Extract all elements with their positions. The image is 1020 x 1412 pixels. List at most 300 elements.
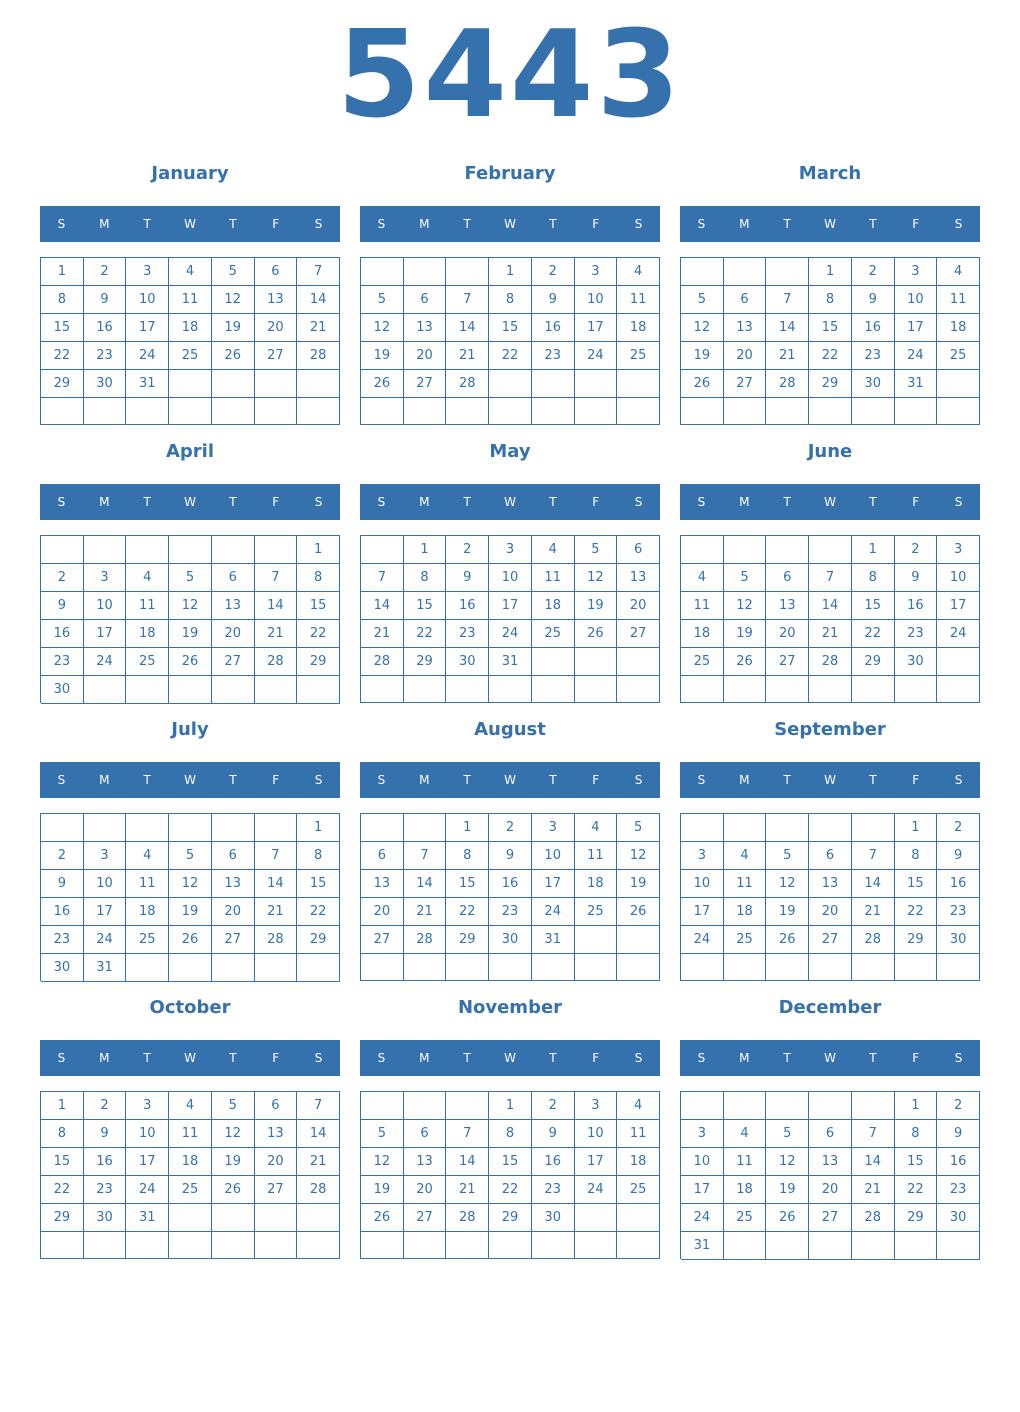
day-cell: 11 — [532, 564, 575, 592]
empty-day-cell — [766, 1092, 809, 1120]
day-grid — [360, 813, 660, 981]
empty-day-cell — [255, 814, 298, 842]
empty-day-cell — [724, 1092, 767, 1120]
empty-day-cell — [937, 398, 980, 425]
day-cell: 25 — [126, 926, 169, 954]
day-cell: 20 — [255, 1148, 298, 1176]
day-cell: 27 — [724, 370, 767, 398]
weekday-label: F — [592, 217, 600, 231]
empty-day-cell — [41, 814, 84, 842]
empty-day-cell — [212, 1232, 255, 1259]
weekday-label: F — [912, 495, 920, 509]
empty-day-cell — [532, 370, 575, 398]
day-cell: 15 — [297, 592, 340, 620]
day-cell: 1 — [297, 536, 340, 564]
day-cell: 13 — [212, 870, 255, 898]
day-cell: 23 — [41, 648, 84, 676]
weekday-header — [40, 1040, 340, 1076]
weekday-label: S — [377, 773, 386, 787]
month-name: September — [774, 719, 886, 740]
day-cell: 14 — [297, 1120, 340, 1148]
day-cell: 19 — [169, 898, 212, 926]
day-cell: 22 — [297, 620, 340, 648]
day-cell: 6 — [766, 564, 809, 592]
month-name: November — [457, 997, 563, 1018]
day-cell: 5 — [766, 1120, 809, 1148]
day-cell: 31 — [126, 370, 169, 398]
day-cell: 4 — [724, 1120, 767, 1148]
empty-day-cell — [255, 1204, 298, 1232]
day-cell: 26 — [766, 1204, 809, 1232]
empty-day-cell — [255, 1232, 298, 1259]
day-cell: 19 — [617, 870, 660, 898]
empty-day-cell — [169, 536, 212, 564]
day-cell: 17 — [126, 1148, 169, 1176]
day-cell: 4 — [126, 842, 169, 870]
day-cell: 5 — [766, 842, 809, 870]
day-cell: 26 — [766, 926, 809, 954]
weekday-label: S — [697, 495, 706, 509]
weekday-label: M — [739, 495, 750, 509]
day-cell: 12 — [169, 870, 212, 898]
weekday-header — [360, 762, 660, 798]
empty-day-cell — [617, 370, 660, 398]
empty-day-cell — [766, 814, 809, 842]
month-name: April — [165, 441, 215, 462]
day-cell: 21 — [255, 898, 298, 926]
day-cell: 16 — [937, 1148, 980, 1176]
empty-day-cell — [766, 398, 809, 425]
weekday-label: W — [824, 1051, 836, 1065]
empty-day-cell — [84, 814, 127, 842]
empty-day-cell — [724, 954, 767, 981]
month-name: October — [149, 997, 231, 1018]
day-cell: 18 — [724, 1176, 767, 1204]
weekday-label: F — [272, 217, 280, 231]
empty-day-cell — [84, 676, 127, 704]
empty-day-cell — [404, 676, 447, 703]
day-cell: 7 — [852, 1120, 895, 1148]
day-cell: 26 — [681, 370, 724, 398]
weekday-label: T — [143, 1051, 151, 1065]
weekday-label: M — [99, 773, 110, 787]
day-cell: 3 — [126, 258, 169, 286]
day-cell: 19 — [169, 620, 212, 648]
weekday-header — [40, 762, 340, 798]
day-cell: 19 — [212, 314, 255, 342]
weekday-label: S — [377, 217, 386, 231]
empty-day-cell — [766, 954, 809, 981]
day-grid — [360, 1091, 660, 1259]
day-cell: 27 — [617, 620, 660, 648]
day-cell: 19 — [766, 898, 809, 926]
day-cell: 9 — [532, 1120, 575, 1148]
empty-day-cell — [681, 1092, 724, 1120]
empty-day-cell — [766, 258, 809, 286]
weekday-label: T — [463, 495, 471, 509]
day-cell: 10 — [84, 592, 127, 620]
empty-day-cell — [895, 398, 938, 425]
day-cell: 1 — [297, 814, 340, 842]
day-cell: 21 — [297, 1148, 340, 1176]
day-cell: 8 — [489, 286, 532, 314]
day-cell: 13 — [212, 592, 255, 620]
empty-day-cell — [361, 536, 404, 564]
day-cell: 9 — [937, 842, 980, 870]
day-cell: 13 — [766, 592, 809, 620]
day-cell: 24 — [681, 1204, 724, 1232]
day-cell: 28 — [255, 648, 298, 676]
empty-day-cell — [681, 536, 724, 564]
empty-day-cell — [41, 1232, 84, 1259]
day-cell: 1 — [41, 1092, 84, 1120]
day-cell: 15 — [852, 592, 895, 620]
empty-day-cell — [681, 954, 724, 981]
day-cell: 19 — [212, 1148, 255, 1176]
day-cell: 14 — [766, 314, 809, 342]
empty-day-cell — [681, 676, 724, 703]
day-cell: 14 — [809, 592, 852, 620]
day-cell: 14 — [255, 592, 298, 620]
day-cell: 1 — [895, 814, 938, 842]
day-cell: 22 — [809, 342, 852, 370]
day-cell: 11 — [126, 870, 169, 898]
day-cell: 2 — [937, 814, 980, 842]
day-cell: 17 — [532, 870, 575, 898]
empty-day-cell — [532, 1232, 575, 1259]
day-cell: 4 — [169, 1092, 212, 1120]
day-cell: 27 — [404, 370, 447, 398]
day-cell: 19 — [361, 1176, 404, 1204]
day-cell: 23 — [532, 342, 575, 370]
empty-day-cell — [937, 648, 980, 676]
day-cell: 23 — [532, 1176, 575, 1204]
day-cell: 7 — [852, 842, 895, 870]
day-cell: 17 — [681, 898, 724, 926]
weekday-label: S — [314, 773, 323, 787]
day-cell: 15 — [895, 1148, 938, 1176]
weekday-label: T — [229, 495, 237, 509]
weekday-header — [680, 206, 980, 242]
day-cell: 2 — [895, 536, 938, 564]
weekday-label: S — [954, 495, 963, 509]
day-cell: 7 — [297, 258, 340, 286]
empty-day-cell — [169, 398, 212, 425]
day-cell: 27 — [212, 926, 255, 954]
weekday-label: M — [419, 495, 430, 509]
day-cell: 26 — [617, 898, 660, 926]
day-cell: 31 — [84, 954, 127, 982]
month-name: May — [489, 441, 531, 462]
empty-day-cell — [212, 398, 255, 425]
day-cell: 15 — [41, 1148, 84, 1176]
empty-day-cell — [212, 814, 255, 842]
day-cell: 7 — [361, 564, 404, 592]
day-cell: 23 — [41, 926, 84, 954]
day-cell: 13 — [724, 314, 767, 342]
day-cell: 8 — [404, 564, 447, 592]
empty-day-cell — [446, 258, 489, 286]
empty-day-cell — [404, 1232, 447, 1259]
empty-day-cell — [41, 398, 84, 425]
day-cell: 18 — [169, 1148, 212, 1176]
day-cell: 14 — [404, 870, 447, 898]
day-cell: 17 — [84, 898, 127, 926]
day-cell: 3 — [84, 842, 127, 870]
day-cell: 29 — [404, 648, 447, 676]
day-cell: 1 — [895, 1092, 938, 1120]
day-cell: 2 — [446, 536, 489, 564]
day-cell: 9 — [937, 1120, 980, 1148]
day-cell: 21 — [852, 1176, 895, 1204]
weekday-label: S — [314, 217, 323, 231]
empty-day-cell — [766, 1232, 809, 1260]
day-cell: 9 — [489, 842, 532, 870]
weekday-header — [680, 1040, 980, 1076]
day-cell: 8 — [489, 1120, 532, 1148]
day-cell: 5 — [361, 1120, 404, 1148]
day-cell: 11 — [617, 1120, 660, 1148]
weekday-label: T — [143, 773, 151, 787]
day-cell: 28 — [297, 1176, 340, 1204]
empty-day-cell — [361, 1092, 404, 1120]
day-cell: 31 — [532, 926, 575, 954]
weekday-label: F — [272, 495, 280, 509]
day-cell: 5 — [724, 564, 767, 592]
day-cell: 17 — [895, 314, 938, 342]
day-cell: 19 — [361, 342, 404, 370]
weekday-label: F — [592, 773, 600, 787]
day-cell: 2 — [532, 1092, 575, 1120]
day-cell: 15 — [489, 1148, 532, 1176]
empty-day-cell — [212, 536, 255, 564]
day-cell: 17 — [126, 314, 169, 342]
day-cell: 7 — [446, 1120, 489, 1148]
empty-day-cell — [724, 814, 767, 842]
day-cell: 24 — [937, 620, 980, 648]
day-cell: 17 — [681, 1176, 724, 1204]
empty-day-cell — [724, 258, 767, 286]
day-cell: 17 — [937, 592, 980, 620]
day-cell: 30 — [41, 676, 84, 704]
day-cell: 4 — [126, 564, 169, 592]
day-cell: 29 — [852, 648, 895, 676]
day-grid — [680, 257, 980, 425]
empty-day-cell — [724, 536, 767, 564]
day-cell: 24 — [84, 648, 127, 676]
day-cell: 30 — [937, 926, 980, 954]
day-cell: 27 — [809, 926, 852, 954]
day-cell: 23 — [852, 342, 895, 370]
weekday-label: M — [99, 495, 110, 509]
day-cell: 11 — [681, 592, 724, 620]
weekday-label: T — [783, 1051, 791, 1065]
weekday-label: S — [314, 1051, 323, 1065]
day-cell: 26 — [169, 926, 212, 954]
day-cell: 18 — [575, 870, 618, 898]
day-cell: 14 — [446, 1148, 489, 1176]
day-cell: 12 — [766, 1148, 809, 1176]
empty-day-cell — [41, 536, 84, 564]
day-cell: 29 — [297, 926, 340, 954]
day-cell: 12 — [724, 592, 767, 620]
day-cell: 20 — [809, 898, 852, 926]
empty-day-cell — [404, 258, 447, 286]
empty-day-cell — [489, 370, 532, 398]
empty-day-cell — [852, 1092, 895, 1120]
weekday-label: W — [824, 773, 836, 787]
empty-day-cell — [84, 1232, 127, 1259]
empty-day-cell — [681, 814, 724, 842]
empty-day-cell — [212, 1204, 255, 1232]
empty-day-cell — [809, 1232, 852, 1260]
day-cell: 2 — [84, 258, 127, 286]
day-cell: 1 — [809, 258, 852, 286]
day-cell: 22 — [852, 620, 895, 648]
day-cell: 12 — [617, 842, 660, 870]
day-cell: 31 — [895, 370, 938, 398]
day-cell: 2 — [532, 258, 575, 286]
day-cell: 20 — [255, 314, 298, 342]
weekday-label: W — [184, 495, 196, 509]
day-cell: 3 — [681, 842, 724, 870]
day-cell: 30 — [84, 1204, 127, 1232]
empty-day-cell — [852, 954, 895, 981]
empty-day-cell — [724, 398, 767, 425]
day-cell: 30 — [446, 648, 489, 676]
day-cell: 12 — [361, 1148, 404, 1176]
day-cell: 28 — [446, 1204, 489, 1232]
day-cell: 31 — [126, 1204, 169, 1232]
empty-day-cell — [489, 398, 532, 425]
day-cell: 21 — [852, 898, 895, 926]
day-cell: 6 — [212, 564, 255, 592]
day-cell: 8 — [809, 286, 852, 314]
day-cell: 8 — [446, 842, 489, 870]
day-cell: 2 — [489, 814, 532, 842]
empty-day-cell — [404, 398, 447, 425]
weekday-label: T — [869, 217, 877, 231]
day-cell: 6 — [255, 1092, 298, 1120]
empty-day-cell — [297, 1204, 340, 1232]
empty-day-cell — [446, 676, 489, 703]
weekday-label: F — [592, 495, 600, 509]
day-cell: 23 — [446, 620, 489, 648]
day-grid — [680, 1091, 980, 1259]
empty-day-cell — [724, 676, 767, 703]
day-cell: 28 — [255, 926, 298, 954]
empty-day-cell — [575, 954, 618, 981]
day-cell: 3 — [895, 258, 938, 286]
empty-day-cell — [255, 370, 298, 398]
day-cell: 27 — [255, 342, 298, 370]
day-cell: 17 — [84, 620, 127, 648]
day-cell: 4 — [617, 258, 660, 286]
weekday-label: F — [912, 217, 920, 231]
day-cell: 11 — [575, 842, 618, 870]
day-cell: 19 — [724, 620, 767, 648]
day-cell: 16 — [532, 1148, 575, 1176]
day-cell: 20 — [361, 898, 404, 926]
empty-day-cell — [84, 398, 127, 425]
day-cell: 25 — [617, 1176, 660, 1204]
weekday-label: S — [697, 217, 706, 231]
day-cell: 10 — [895, 286, 938, 314]
weekday-label: W — [184, 1051, 196, 1065]
weekday-label: S — [634, 217, 643, 231]
day-cell: 10 — [126, 286, 169, 314]
weekday-label: W — [184, 773, 196, 787]
day-cell: 9 — [84, 286, 127, 314]
day-cell: 24 — [126, 1176, 169, 1204]
day-cell: 25 — [681, 648, 724, 676]
weekday-label: T — [463, 217, 471, 231]
empty-day-cell — [766, 676, 809, 703]
empty-day-cell — [617, 398, 660, 425]
empty-day-cell — [361, 676, 404, 703]
day-cell: 15 — [297, 870, 340, 898]
empty-day-cell — [126, 814, 169, 842]
weekday-label: S — [57, 217, 66, 231]
day-cell: 10 — [575, 286, 618, 314]
day-grid — [40, 535, 340, 703]
empty-day-cell — [809, 814, 852, 842]
day-cell: 7 — [404, 842, 447, 870]
empty-day-cell — [937, 676, 980, 703]
day-cell: 11 — [169, 1120, 212, 1148]
day-cell: 3 — [489, 536, 532, 564]
day-cell: 8 — [852, 564, 895, 592]
day-cell: 15 — [895, 870, 938, 898]
day-cell: 4 — [575, 814, 618, 842]
day-cell: 20 — [766, 620, 809, 648]
day-grid — [360, 535, 660, 703]
day-cell: 22 — [41, 1176, 84, 1204]
day-cell: 25 — [937, 342, 980, 370]
day-cell: 10 — [681, 870, 724, 898]
day-cell: 23 — [84, 1176, 127, 1204]
weekday-label: T — [463, 773, 471, 787]
day-cell: 7 — [297, 1092, 340, 1120]
day-cell: 14 — [297, 286, 340, 314]
empty-day-cell — [297, 676, 340, 704]
weekday-label: M — [99, 1051, 110, 1065]
day-cell: 18 — [937, 314, 980, 342]
empty-day-cell — [852, 814, 895, 842]
day-cell: 23 — [895, 620, 938, 648]
day-cell: 9 — [446, 564, 489, 592]
day-cell: 29 — [446, 926, 489, 954]
day-cell: 24 — [489, 620, 532, 648]
day-cell: 27 — [404, 1204, 447, 1232]
day-cell: 26 — [212, 1176, 255, 1204]
day-cell: 13 — [255, 286, 298, 314]
day-cell: 22 — [489, 1176, 532, 1204]
weekday-label: S — [954, 1051, 963, 1065]
day-cell: 22 — [489, 342, 532, 370]
day-cell: 30 — [489, 926, 532, 954]
day-cell: 1 — [489, 258, 532, 286]
day-cell: 24 — [84, 926, 127, 954]
empty-day-cell — [404, 1092, 447, 1120]
day-cell: 13 — [404, 1148, 447, 1176]
empty-day-cell — [766, 536, 809, 564]
empty-day-cell — [169, 676, 212, 704]
weekday-label: T — [869, 773, 877, 787]
empty-day-cell — [361, 398, 404, 425]
day-cell: 17 — [489, 592, 532, 620]
day-cell: 30 — [41, 954, 84, 982]
